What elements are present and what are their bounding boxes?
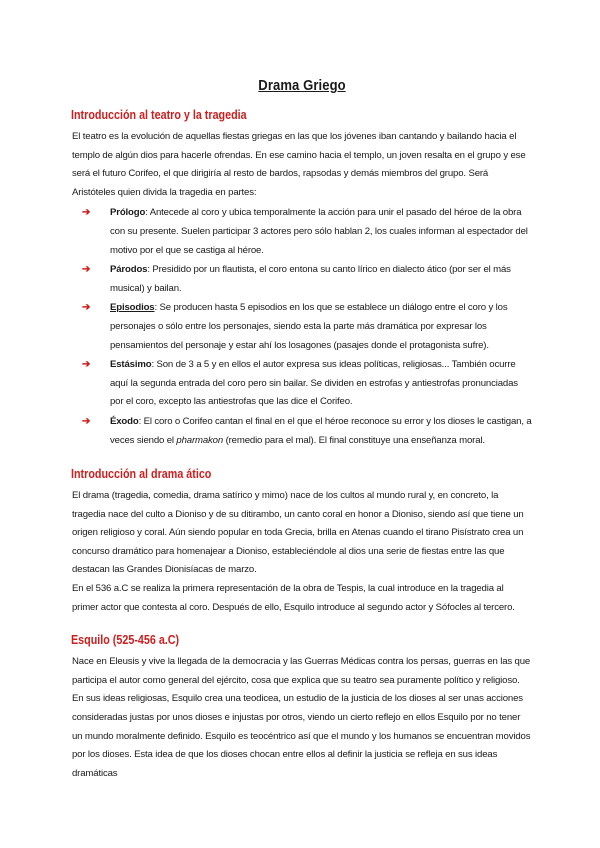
list-item [72,299,532,355]
tragedy-parts-list [72,204,532,450]
section-heading-drama-atico: Introducción al drama ático [71,467,212,482]
paragraph: Nace en Eleusis y vive la llegada de la democracia y las Guerras Médicas contra los persas, guerras en las que participa el autor como general del ejército, cosa que explica que su teatro sea puramente político y religioso. [72,656,531,686]
term-estasimo: Estásimo [110,359,152,371]
paragraph: En el 536 a.C se realiza la primera representación de la obra de Tespis, la cual introduce en la tragedia al primer actor que contesta al coro. Después de ello, Esquilo introduce al segundo actor y Sófocles al tercero. [72,583,515,613]
section-heading-esquilo: Esquilo (525-456 a.C) [71,633,180,648]
term-description-end: (remedio para el mal). El final constituye una enseñanza moral. [223,434,485,446]
arrow-right-icon: ➔ [82,264,91,276]
term-prologo: Prólogo [110,207,146,219]
paragraph: El drama (tragedia, comedia, drama satírico y mimo) nace de los cultos al mundo rural y, en concreto, la tragedia nace del culto a Dioniso y de su ditirambo, un canto coral en honor a Dioniso, siendo así que tiene un origen religioso y coral. Aún siendo popular en toda Grecia, brilla en Atenas cuando el tirano Pisístrato crea un concurso dramático para homenajear a Dioniso, estableciéndole al dios una serie de fiestas entre las que destacan las Grandes Dionisíacas de marzo. [72,490,524,576]
list-item [72,413,532,450]
term-description: : Antecede al coro y ubica temporalmente la acción para unir el pasado del héroe de la obra con su presente. Suelen participar 3 actores pero sólo hablan 2, los cuales informan al espectador del motivo por el que se castiga al héroe. [110,207,528,256]
arrow-right-icon: ➔ [82,207,91,219]
list-item [72,261,532,298]
list-item [72,204,532,260]
document-content [72,78,532,783]
term-description: : Son de 3 a 5 y en ellos el autor expresa sus ideas políticas, religiosas... También ocurre aquí la segunda entrada del coro pero sin bailar. Se dividen en estrofas y antiestrofas pronunciadas por el coro, excepto las antiestrofas que las dice el Corifeo. [110,359,518,408]
term-italic-pharmakon: pharmakon [176,434,224,446]
section-spacer [72,617,532,633]
term-parodos: Párodos [110,264,148,276]
paragraph: En sus ideas religiosas, Esquilo crea una teodicea, un estudio de la justicia de los dioses al ser unas acciones consideradas justas por unos dioses e injustas por otros, viendo un cierto reflejo en ellos Esquilo por no tener un mundo moralmente definido. Esquilo es teocéntrico así que el mundo y los humanos se encuentran movidos por los dioses. Esta idea de que los dioses chocan entre ellos al definir la justicia se refleja en sus ideas dramáticas [72,693,531,779]
section-spacer [72,451,532,467]
section-heading-teatro: Introducción al teatro y la tragedia [71,108,247,122]
section-intro-teatro: El teatro es la evolución de aquellas fiestas griegas en las que los jóvenes iban cantando y bailando hacia el templo de algún dios para hacerle ofrendas. En ese camino hacia el templo, un joven resalta en el grupo y ese será el futuro Corifeo, el que dirigiría al resto de bardos, rapsodas y demás miembros del grupo. Será Aristóteles quien divida la tragedia en partes: [72,131,526,198]
term-description: : Presidido por un flautista, el coro entona su canto lírico en dialecto ático (por ser el más musical) y bailan. [110,264,511,294]
term-description: : Se producen hasta 5 episodios en los que se establece un diálogo entre el coro y los personajes o sólo entre los personajes, siendo esta la parte más dramática por expresar los pensamientos del personaje y estar ahí los losagones (pasajes donde el protagonista sufre). [110,302,508,351]
arrow-right-icon: ➔ [82,302,91,314]
term-episodios: Episodios [110,302,155,314]
term-exodo: Éxodo [110,415,139,427]
list-item [72,356,532,412]
page-title: Drama Griego [258,78,346,94]
arrow-right-icon: ➔ [82,415,91,427]
arrow-right-icon: ➔ [82,359,91,371]
term-description: : El coro o Corifeo cantan el final en el que el héroe reconoce su error y los dioses le castigan, a veces siendo el [110,415,532,446]
